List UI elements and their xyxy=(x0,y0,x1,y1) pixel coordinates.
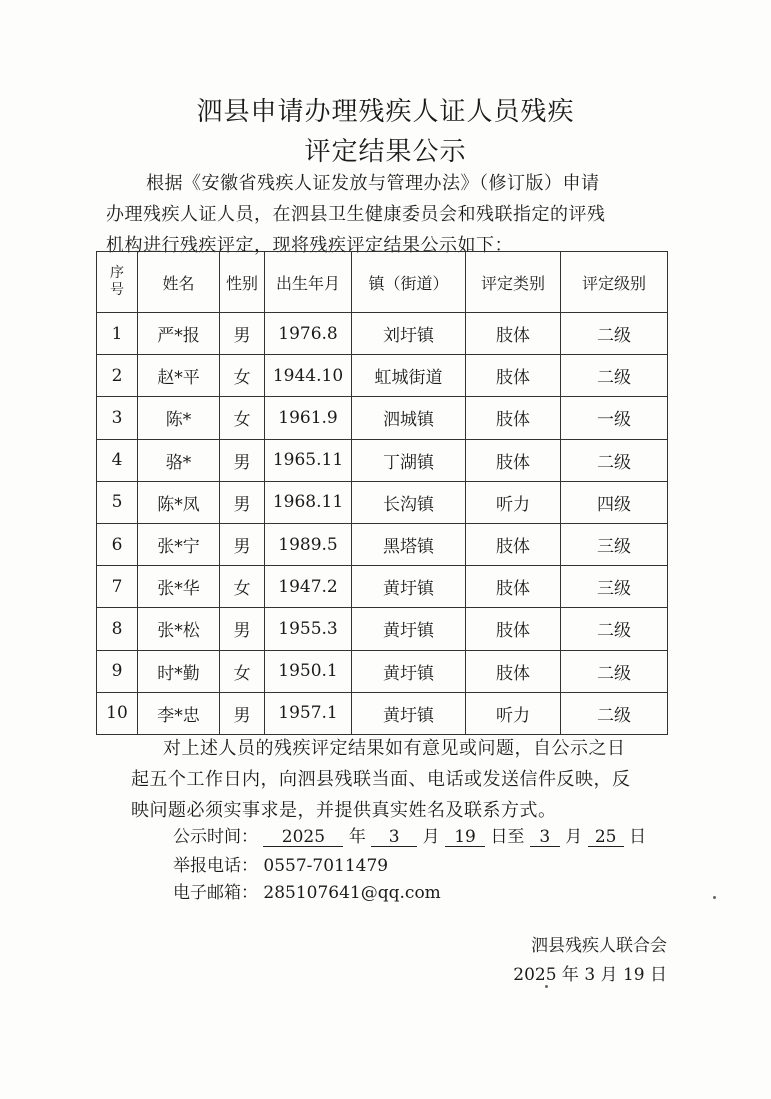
table-row xyxy=(97,523,668,565)
cell-seq: 2 xyxy=(97,355,138,397)
cell-gender: 男 xyxy=(220,481,265,523)
scan-speck xyxy=(713,896,716,899)
table-row xyxy=(97,692,668,734)
phone-label: 举报电话： xyxy=(173,856,258,876)
cell-seq: 7 xyxy=(97,566,138,608)
header-gender: 性别 xyxy=(220,252,265,313)
cell-name: 陈* xyxy=(138,397,220,439)
cell-birth: 1961.9 xyxy=(265,397,352,439)
cell-seq: 10 xyxy=(97,692,138,734)
table-header-row xyxy=(97,252,668,313)
period-label: 公示时间： xyxy=(173,827,258,847)
intro-line: 机构进行残疾评定，现将残疾评定结果公示如下： xyxy=(106,235,513,256)
table-row xyxy=(97,650,668,692)
cell-seq: 6 xyxy=(97,523,138,565)
cell-category: 肢体 xyxy=(466,566,561,608)
cell-seq: 5 xyxy=(97,481,138,523)
header-category: 评定类别 xyxy=(466,252,561,313)
result-table xyxy=(96,251,668,735)
publicity-period xyxy=(173,822,646,847)
email-value: 285107641@qq.com xyxy=(263,883,441,903)
document-title-line2: 评定结果公示 xyxy=(304,137,467,167)
cell-birth: 1947.2 xyxy=(265,566,352,608)
period-month-unit2: 月 xyxy=(565,827,583,847)
cell-level: 二级 xyxy=(561,608,668,650)
cell-seq: 1 xyxy=(97,313,138,355)
table-row xyxy=(97,397,668,439)
document-title-line1: 泗县申请办理残疾人证人员残疾 xyxy=(196,97,575,127)
cell-category: 肢体 xyxy=(466,313,561,355)
cell-seq: 9 xyxy=(97,650,138,692)
cell-birth: 1944.10 xyxy=(265,355,352,397)
cell-level: 三级 xyxy=(561,523,668,565)
cell-town: 虹城街道 xyxy=(352,355,466,397)
period-month-unit: 月 xyxy=(422,827,440,847)
report-email xyxy=(173,878,441,903)
notice-line: 起五个工作日内，向泗县残联当面、电话或发送信件反映，反 xyxy=(131,769,631,790)
header-town: 镇（街道） xyxy=(352,252,466,313)
cell-category: 听力 xyxy=(466,481,561,523)
notice-paragraph xyxy=(131,733,631,826)
cell-level: 二级 xyxy=(561,439,668,481)
cell-name: 骆* xyxy=(138,439,220,481)
cell-birth: 1950.1 xyxy=(265,650,352,692)
period-day-unit: 日 xyxy=(629,827,647,847)
table-row xyxy=(97,355,668,397)
cell-gender: 男 xyxy=(220,523,265,565)
cell-category: 肢体 xyxy=(466,650,561,692)
cell-town: 丁湖镇 xyxy=(352,439,466,481)
header-seq-line2: 号 xyxy=(110,282,124,298)
cell-category: 肢体 xyxy=(466,439,561,481)
cell-gender: 女 xyxy=(220,566,265,608)
table-row xyxy=(97,313,668,355)
table-row xyxy=(97,608,668,650)
table-row xyxy=(97,439,668,481)
cell-birth: 1957.1 xyxy=(265,692,352,734)
cell-town: 黄圩镇 xyxy=(352,566,466,608)
intro-line: 办理残疾人证人员，在泗县卫生健康委员会和残联指定的评残 xyxy=(106,204,606,225)
cell-birth: 1976.8 xyxy=(265,313,352,355)
cell-gender: 女 xyxy=(220,397,265,439)
period-end-day: 25 xyxy=(588,828,624,847)
cell-level: 三级 xyxy=(561,566,668,608)
cell-birth: 1968.11 xyxy=(265,481,352,523)
cell-name: 时*勤 xyxy=(138,650,220,692)
period-start-day: 19 xyxy=(445,828,485,847)
phone-value: 0557-7011479 xyxy=(263,856,389,876)
cell-town: 刘圩镇 xyxy=(352,313,466,355)
cell-seq: 8 xyxy=(97,608,138,650)
cell-category: 肢体 xyxy=(466,355,561,397)
cell-seq: 3 xyxy=(97,397,138,439)
period-year-unit: 年 xyxy=(348,827,366,847)
cell-town: 黑塔镇 xyxy=(352,523,466,565)
cell-category: 听力 xyxy=(466,692,561,734)
table-row xyxy=(97,481,668,523)
cell-gender: 男 xyxy=(220,313,265,355)
cell-level: 一级 xyxy=(561,397,668,439)
cell-town: 黄圩镇 xyxy=(352,650,466,692)
cell-name: 张*华 xyxy=(138,566,220,608)
cell-level: 二级 xyxy=(561,355,668,397)
cell-category: 肢体 xyxy=(466,523,561,565)
header-seq-line1: 序 xyxy=(110,265,124,281)
cell-birth: 1965.11 xyxy=(265,439,352,481)
cell-level: 二级 xyxy=(561,650,668,692)
cell-gender: 女 xyxy=(220,355,265,397)
cell-category: 肢体 xyxy=(466,397,561,439)
cell-level: 二级 xyxy=(561,313,668,355)
cell-town: 黄圩镇 xyxy=(352,608,466,650)
cell-town: 泗城镇 xyxy=(352,397,466,439)
cell-town: 长沟镇 xyxy=(352,481,466,523)
cell-birth: 1955.3 xyxy=(265,608,352,650)
cell-gender: 女 xyxy=(220,650,265,692)
header-seq xyxy=(97,252,138,313)
cell-name: 赵*平 xyxy=(138,355,220,397)
period-year: 2025 xyxy=(263,828,343,847)
cell-birth: 1989.5 xyxy=(265,523,352,565)
notice-line: 对上述人员的残疾评定结果如有意见或问题，自公示之日 xyxy=(163,738,626,759)
cell-category: 肢体 xyxy=(466,608,561,650)
cell-name: 张*宁 xyxy=(138,523,220,565)
cell-gender: 男 xyxy=(220,692,265,734)
signature-org: 泗县残疾人联合会 xyxy=(531,936,667,956)
intro-line: 根据《安徽省残疾人证发放与管理办法》（修订版）申请 xyxy=(146,173,600,194)
cell-gender: 男 xyxy=(220,608,265,650)
cell-level: 四级 xyxy=(561,481,668,523)
cell-gender: 男 xyxy=(220,439,265,481)
header-level: 评定级别 xyxy=(561,252,668,313)
header-name: 姓名 xyxy=(138,252,220,313)
cell-town: 黄圩镇 xyxy=(352,692,466,734)
cell-name: 严*报 xyxy=(138,313,220,355)
notice-line: 映问题必须实事求是，并提供真实姓名及联系方式。 xyxy=(131,800,557,821)
period-day-to: 日至 xyxy=(490,827,525,847)
table-row xyxy=(97,566,668,608)
period-start-month: 3 xyxy=(371,828,417,847)
scan-speck xyxy=(545,985,548,988)
cell-name: 李*忠 xyxy=(138,692,220,734)
cell-name: 陈*凤 xyxy=(138,481,220,523)
cell-seq: 4 xyxy=(97,439,138,481)
header-birth: 出生年月 xyxy=(265,252,352,313)
cell-level: 二级 xyxy=(561,692,668,734)
cell-name: 张*松 xyxy=(138,608,220,650)
signature-date: 2025 年 3 月 19 日 xyxy=(513,965,667,985)
intro-paragraph xyxy=(106,168,606,261)
period-end-month: 3 xyxy=(530,828,560,847)
report-phone xyxy=(173,851,388,876)
email-label: 电子邮箱： xyxy=(173,883,258,903)
